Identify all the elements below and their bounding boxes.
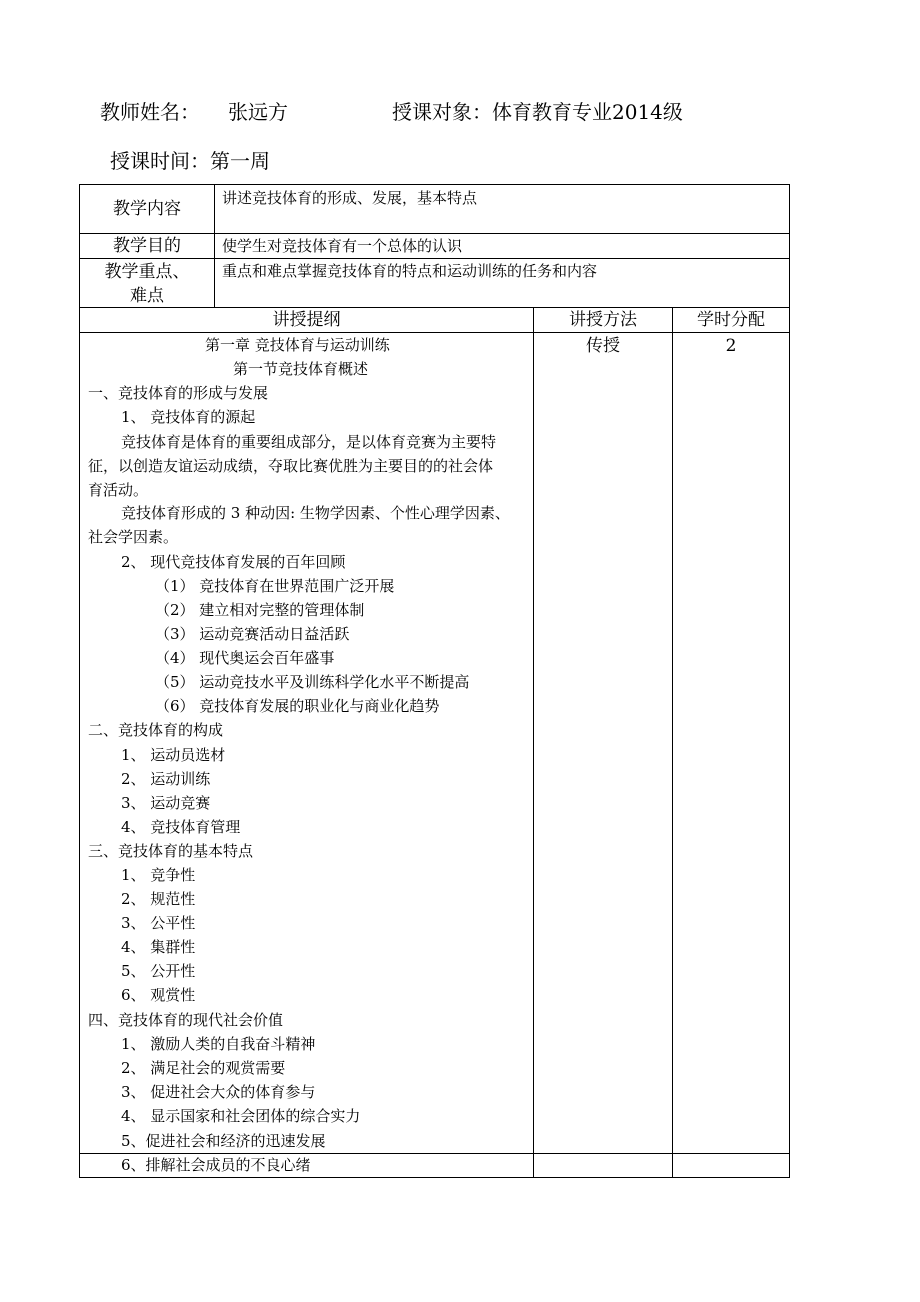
list-item: 3、 公平性 [121, 914, 196, 932]
list-item: 4、 集群性 [121, 938, 196, 956]
list-item: 5、 公开性 [121, 962, 196, 980]
teacher-name-label: 教师姓名： [100, 100, 200, 124]
paragraph-line: 竞技体育形成的 3 种动因: 生物学因素、个性心理学因素、 [121, 504, 510, 522]
list-item: 4、 竞技体育管理 [121, 818, 241, 836]
paragraph-line: 社会学因素。 [88, 528, 179, 546]
list-item: 2、 规范性 [121, 890, 196, 908]
heading-4: 四、竞技体育的现代社会价值 [88, 1011, 284, 1029]
list-item: 1、 竞技体育的源起 [121, 408, 256, 426]
column-header-hours: 学时分配 [697, 310, 765, 330]
list-item: 5、促进社会和经济的迅速发展 [121, 1132, 326, 1150]
hours-value: 2 [725, 336, 737, 356]
list-item: （5） 运动竞技水平及训练科学化水平不断提高 [155, 673, 470, 691]
heading-3: 三、竞技体育的基本特点 [88, 842, 254, 860]
list-item: 2、 满足社会的观赏需要 [121, 1059, 286, 1077]
heading-1: 一、竞技体育的形成与发展 [88, 384, 269, 402]
audience-label: 授课对象：体育教育专业2014级 [392, 100, 683, 124]
list-item: 6、排解社会成员的不良心绪 [121, 1156, 311, 1174]
column-header-outline: 讲授提纲 [272, 310, 341, 330]
focus-label-line1: 教学重点、 [104, 262, 190, 282]
list-item: 4、 显示国家和社会团体的综合实力 [121, 1107, 361, 1125]
column-header-method: 讲授方法 [569, 310, 637, 330]
list-item: （1） 竞技体育在世界范围广泛开展 [155, 577, 395, 595]
list-item: （3） 运动竞赛活动日益活跃 [155, 625, 350, 643]
list-item: 1、 激励人类的自我奋斗精神 [121, 1035, 316, 1053]
list-item: （6） 竞技体育发展的职业化与商业化趋势 [155, 697, 440, 715]
time-label: 授课时间：第一周 [110, 149, 270, 173]
goal-label: 教学目的 [113, 236, 181, 256]
list-item: 1、 竞争性 [121, 866, 196, 884]
goal-value: 使学生对竞技体育有一个总体的认识 [222, 237, 463, 255]
heading-2: 二、竞技体育的构成 [88, 721, 224, 739]
list-item: 3、 促进社会大众的体育参与 [121, 1083, 316, 1101]
focus-label-line2: 难点 [130, 286, 164, 306]
teacher-name-value: 张远方 [228, 100, 288, 124]
content-value: 讲述竞技体育的形成、发展，基本特点 [222, 189, 478, 207]
list-item: （2） 建立相对完整的管理体制 [155, 601, 365, 619]
list-item: 2、 现代竞技体育发展的百年回顾 [121, 553, 346, 571]
method-value: 传授 [586, 336, 620, 356]
paragraph-line: 竞技体育是体育的重要组成部分，是以体育竞赛为主要特 [121, 433, 497, 451]
list-item: 1、 运动员选材 [121, 746, 226, 764]
chapter-title: 第一章 竞技体育与运动训练 [205, 336, 390, 354]
list-item: 2、 运动训练 [121, 770, 211, 788]
list-item: （4） 现代奥运会百年盛事 [155, 649, 335, 667]
list-item: 6、 观赏性 [121, 986, 196, 1004]
section-title: 第一节竞技体育概述 [233, 360, 369, 378]
focus-value: 重点和难点掌握竞技体育的特点和运动训练的任务和内容 [222, 262, 598, 280]
content-label: 教学内容 [113, 199, 181, 219]
list-item: 3、 运动竞赛 [121, 794, 211, 812]
paragraph-line: 征，以创造友谊运动成绩，夺取比赛优胜为主要目的的社会体 [88, 457, 494, 475]
paragraph-line: 育活动。 [88, 481, 149, 499]
